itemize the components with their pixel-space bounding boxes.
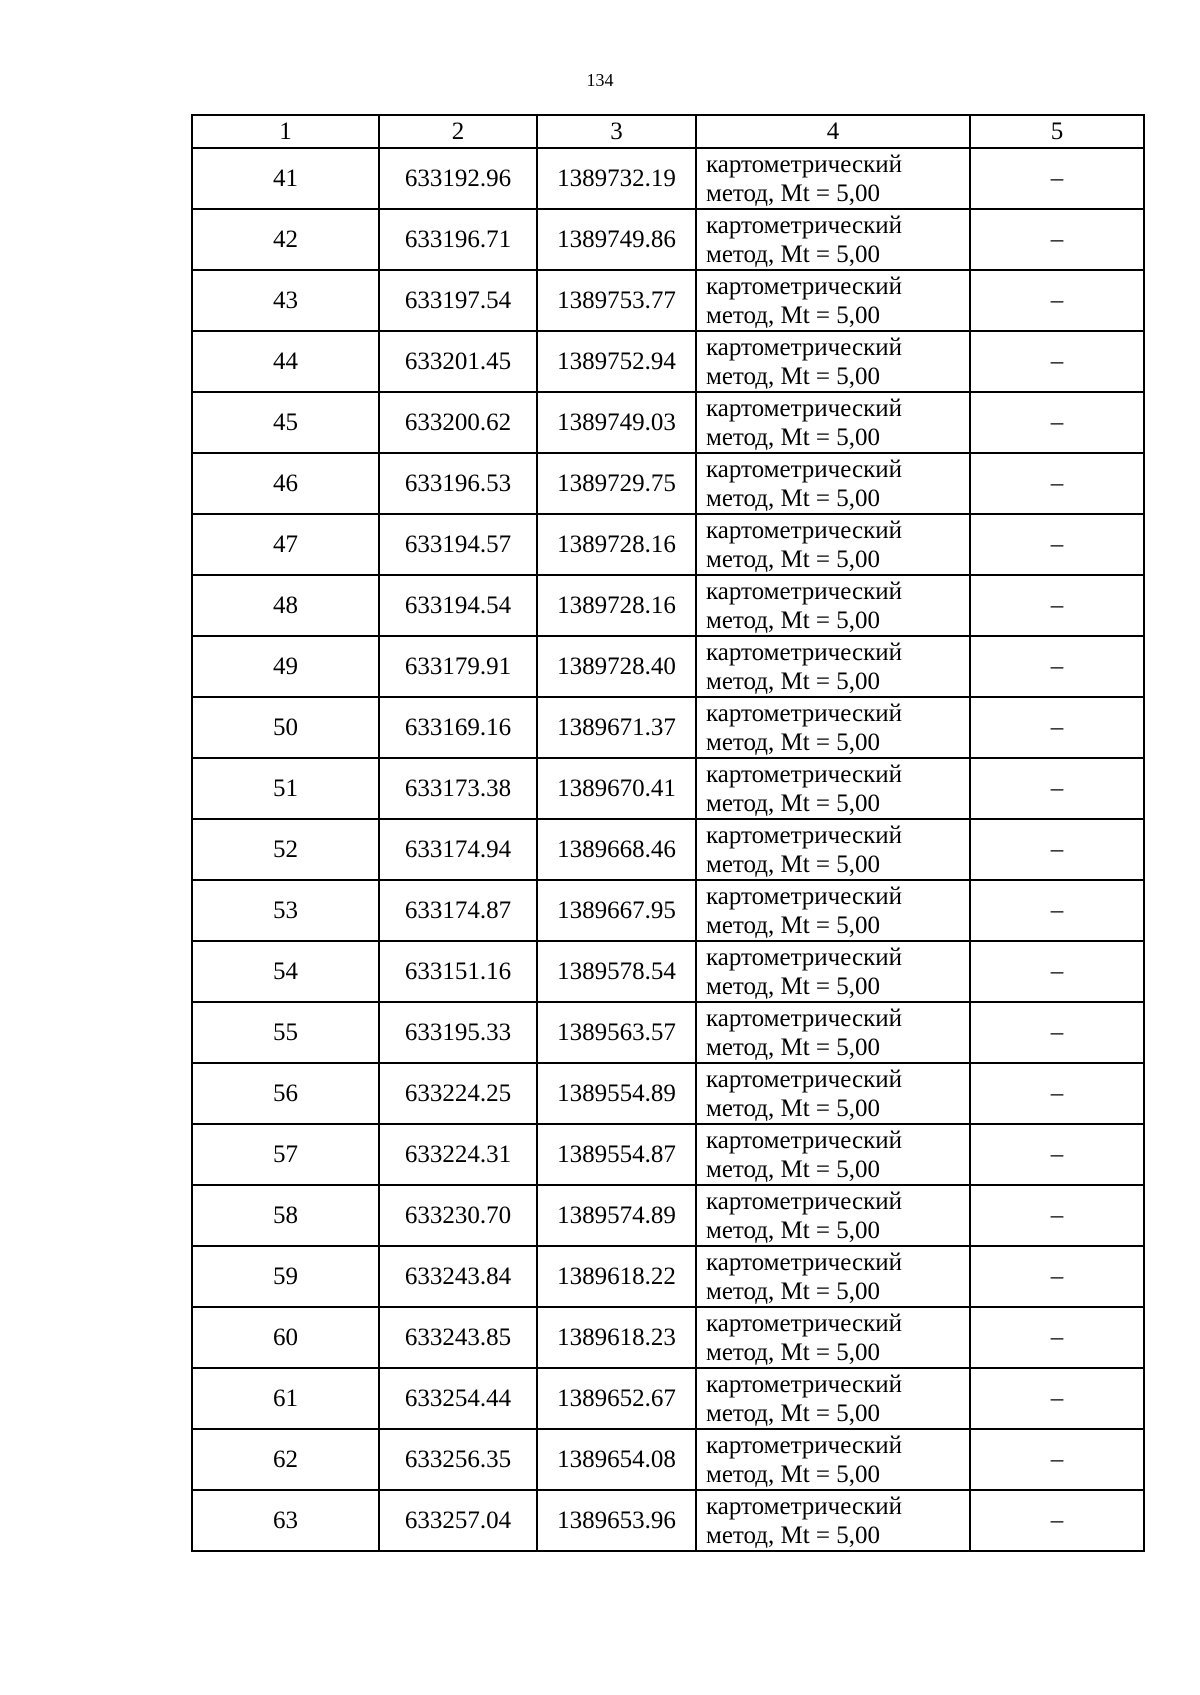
point-number-cell: 52 xyxy=(192,819,379,880)
method-line-2: метод, Mt = 5,00 xyxy=(706,179,881,207)
point-number-cell: 44 xyxy=(192,331,379,392)
x-coordinate-cell: 633192.96 xyxy=(379,148,537,209)
y-coordinate-cell: 1389749.03 xyxy=(537,392,696,453)
header-col-2: 2 xyxy=(379,115,537,148)
x-coordinate-cell: 633224.25 xyxy=(379,1063,537,1124)
x-coordinate-cell: 633173.38 xyxy=(379,758,537,819)
note-cell: – xyxy=(970,148,1144,209)
method-cell xyxy=(696,1124,970,1185)
method-line-1: картометрический xyxy=(706,943,902,971)
note-cell: – xyxy=(970,697,1144,758)
method-cell xyxy=(696,697,970,758)
note-cell: – xyxy=(970,1063,1144,1124)
method-line-1: картометрический xyxy=(706,1492,902,1520)
y-coordinate-cell: 1389753.77 xyxy=(537,270,696,331)
method-line-2: метод, Mt = 5,00 xyxy=(706,545,881,573)
method-cell xyxy=(696,636,970,697)
note-cell: – xyxy=(970,1246,1144,1307)
point-number-cell: 62 xyxy=(192,1429,379,1490)
method-line-1: картометрический xyxy=(706,1309,902,1337)
note-cell: – xyxy=(970,1002,1144,1063)
y-coordinate-cell: 1389749.86 xyxy=(537,209,696,270)
point-number-cell: 51 xyxy=(192,758,379,819)
point-number-cell: 60 xyxy=(192,1307,379,1368)
point-number-cell: 53 xyxy=(192,880,379,941)
note-cell: – xyxy=(970,1124,1144,1185)
table-row xyxy=(192,1185,1144,1246)
x-coordinate-cell: 633179.91 xyxy=(379,636,537,697)
point-number-cell: 57 xyxy=(192,1124,379,1185)
method-line-2: метод, Mt = 5,00 xyxy=(706,1460,881,1488)
method-line-1: картометрический xyxy=(706,882,902,910)
method-cell xyxy=(696,758,970,819)
table-row xyxy=(192,392,1144,453)
point-number-cell: 63 xyxy=(192,1490,379,1551)
method-line-2: метод, Mt = 5,00 xyxy=(706,728,881,756)
y-coordinate-cell: 1389574.89 xyxy=(537,1185,696,1246)
table-row xyxy=(192,1124,1144,1185)
method-cell xyxy=(696,270,970,331)
method-line-2: метод, Mt = 5,00 xyxy=(706,1521,881,1549)
point-number-cell: 47 xyxy=(192,514,379,575)
table-body xyxy=(192,148,1144,1551)
x-coordinate-cell: 633194.54 xyxy=(379,575,537,636)
method-cell xyxy=(696,148,970,209)
point-number-cell: 41 xyxy=(192,148,379,209)
y-coordinate-cell: 1389729.75 xyxy=(537,453,696,514)
table-row xyxy=(192,758,1144,819)
method-line-1: картометрический xyxy=(706,1431,902,1459)
y-coordinate-cell: 1389668.46 xyxy=(537,819,696,880)
table-row xyxy=(192,331,1144,392)
y-coordinate-cell: 1389728.16 xyxy=(537,575,696,636)
table-row xyxy=(192,1368,1144,1429)
method-line-1: картометрический xyxy=(706,516,902,544)
table-row xyxy=(192,209,1144,270)
point-number-cell: 42 xyxy=(192,209,379,270)
coordinates-table xyxy=(191,114,1145,1552)
table-row xyxy=(192,636,1144,697)
method-line-1: картометрический xyxy=(706,272,902,300)
note-cell: – xyxy=(970,1490,1144,1551)
note-cell: – xyxy=(970,331,1144,392)
x-coordinate-cell: 633201.45 xyxy=(379,331,537,392)
x-coordinate-cell: 633196.53 xyxy=(379,453,537,514)
method-cell xyxy=(696,209,970,270)
header-col-5: 5 xyxy=(970,115,1144,148)
method-line-2: метод, Mt = 5,00 xyxy=(706,362,881,390)
method-cell xyxy=(696,1185,970,1246)
note-cell: – xyxy=(970,392,1144,453)
method-line-2: метод, Mt = 5,00 xyxy=(706,789,881,817)
table-row xyxy=(192,819,1144,880)
y-coordinate-cell: 1389554.89 xyxy=(537,1063,696,1124)
point-number-cell: 43 xyxy=(192,270,379,331)
y-coordinate-cell: 1389671.37 xyxy=(537,697,696,758)
point-number-cell: 50 xyxy=(192,697,379,758)
method-cell xyxy=(696,331,970,392)
method-line-1: картометрический xyxy=(706,1187,902,1215)
x-coordinate-cell: 633174.87 xyxy=(379,880,537,941)
note-cell: – xyxy=(970,1307,1144,1368)
note-cell: – xyxy=(970,758,1144,819)
method-cell xyxy=(696,514,970,575)
x-coordinate-cell: 633254.44 xyxy=(379,1368,537,1429)
method-line-2: метод, Mt = 5,00 xyxy=(706,1094,881,1122)
table-row xyxy=(192,514,1144,575)
table-row xyxy=(192,148,1144,209)
point-number-cell: 49 xyxy=(192,636,379,697)
table-row xyxy=(192,880,1144,941)
method-line-2: метод, Mt = 5,00 xyxy=(706,1277,881,1305)
note-cell: – xyxy=(970,270,1144,331)
y-coordinate-cell: 1389554.87 xyxy=(537,1124,696,1185)
point-number-cell: 55 xyxy=(192,1002,379,1063)
header-row xyxy=(192,115,1144,148)
method-line-2: метод, Mt = 5,00 xyxy=(706,911,881,939)
page-number: 134 xyxy=(586,70,614,90)
method-line-1: картометрический xyxy=(706,638,902,666)
y-coordinate-cell: 1389728.16 xyxy=(537,514,696,575)
method-line-2: метод, Mt = 5,00 xyxy=(706,972,881,1000)
y-coordinate-cell: 1389652.67 xyxy=(537,1368,696,1429)
method-line-1: картометрический xyxy=(706,699,902,727)
y-coordinate-cell: 1389563.57 xyxy=(537,1002,696,1063)
point-number-cell: 46 xyxy=(192,453,379,514)
x-coordinate-cell: 633196.71 xyxy=(379,209,537,270)
y-coordinate-cell: 1389670.41 xyxy=(537,758,696,819)
method-line-1: картометрический xyxy=(706,577,902,605)
method-line-1: картометрический xyxy=(706,150,902,178)
method-line-2: метод, Mt = 5,00 xyxy=(706,1338,881,1366)
x-coordinate-cell: 633197.54 xyxy=(379,270,537,331)
method-cell xyxy=(696,1002,970,1063)
point-number-cell: 59 xyxy=(192,1246,379,1307)
x-coordinate-cell: 633195.33 xyxy=(379,1002,537,1063)
note-cell: – xyxy=(970,819,1144,880)
method-cell xyxy=(696,1307,970,1368)
method-line-2: метод, Mt = 5,00 xyxy=(706,667,881,695)
method-line-2: метод, Mt = 5,00 xyxy=(706,301,881,329)
method-cell xyxy=(696,392,970,453)
method-cell xyxy=(696,453,970,514)
note-cell: – xyxy=(970,636,1144,697)
table-row xyxy=(192,1246,1144,1307)
table-row xyxy=(192,1490,1144,1551)
x-coordinate-cell: 633169.16 xyxy=(379,697,537,758)
note-cell: – xyxy=(970,1368,1144,1429)
y-coordinate-cell: 1389732.19 xyxy=(537,148,696,209)
table-row xyxy=(192,1307,1144,1368)
table-row xyxy=(192,941,1144,1002)
y-coordinate-cell: 1389653.96 xyxy=(537,1490,696,1551)
method-line-1: картометрический xyxy=(706,455,902,483)
x-coordinate-cell: 633257.04 xyxy=(379,1490,537,1551)
method-line-2: метод, Mt = 5,00 xyxy=(706,1033,881,1061)
x-coordinate-cell: 633200.62 xyxy=(379,392,537,453)
method-cell xyxy=(696,941,970,1002)
note-cell: – xyxy=(970,941,1144,1002)
table-row xyxy=(192,575,1144,636)
method-line-1: картометрический xyxy=(706,394,902,422)
method-cell xyxy=(696,575,970,636)
method-line-2: метод, Mt = 5,00 xyxy=(706,1216,881,1244)
method-line-2: метод, Mt = 5,00 xyxy=(706,850,881,878)
method-line-1: картометрический xyxy=(706,1248,902,1276)
table-row xyxy=(192,270,1144,331)
note-cell: – xyxy=(970,209,1144,270)
point-number-cell: 56 xyxy=(192,1063,379,1124)
method-line-1: картометрический xyxy=(706,211,902,239)
y-coordinate-cell: 1389752.94 xyxy=(537,331,696,392)
method-line-1: картометрический xyxy=(706,1126,902,1154)
method-line-2: метод, Mt = 5,00 xyxy=(706,1399,881,1427)
method-cell xyxy=(696,1368,970,1429)
y-coordinate-cell: 1389667.95 xyxy=(537,880,696,941)
method-cell xyxy=(696,1246,970,1307)
header-col-1: 1 xyxy=(192,115,379,148)
header-col-3: 3 xyxy=(537,115,696,148)
x-coordinate-cell: 633151.16 xyxy=(379,941,537,1002)
y-coordinate-cell: 1389578.54 xyxy=(537,941,696,1002)
method-line-1: картометрический xyxy=(706,821,902,849)
method-line-2: метод, Mt = 5,00 xyxy=(706,484,881,512)
method-line-1: картометрический xyxy=(706,760,902,788)
method-line-1: картометрический xyxy=(706,333,902,361)
note-cell: – xyxy=(970,1185,1144,1246)
table-header xyxy=(192,115,1144,148)
method-cell xyxy=(696,880,970,941)
method-cell xyxy=(696,1490,970,1551)
method-cell xyxy=(696,1063,970,1124)
x-coordinate-cell: 633243.85 xyxy=(379,1307,537,1368)
method-cell xyxy=(696,1429,970,1490)
method-line-2: метод, Mt = 5,00 xyxy=(706,606,881,634)
x-coordinate-cell: 633256.35 xyxy=(379,1429,537,1490)
x-coordinate-cell: 633194.57 xyxy=(379,514,537,575)
y-coordinate-cell: 1389654.08 xyxy=(537,1429,696,1490)
method-cell xyxy=(696,819,970,880)
table-row xyxy=(192,1002,1144,1063)
point-number-cell: 54 xyxy=(192,941,379,1002)
header-col-4: 4 xyxy=(696,115,970,148)
x-coordinate-cell: 633230.70 xyxy=(379,1185,537,1246)
table-row xyxy=(192,697,1144,758)
note-cell: – xyxy=(970,514,1144,575)
method-line-2: метод, Mt = 5,00 xyxy=(706,1155,881,1183)
method-line-1: картометрический xyxy=(706,1004,902,1032)
y-coordinate-cell: 1389618.22 xyxy=(537,1246,696,1307)
note-cell: – xyxy=(970,575,1144,636)
y-coordinate-cell: 1389728.40 xyxy=(537,636,696,697)
x-coordinate-cell: 633224.31 xyxy=(379,1124,537,1185)
point-number-cell: 45 xyxy=(192,392,379,453)
table-row xyxy=(192,1429,1144,1490)
method-line-2: метод, Mt = 5,00 xyxy=(706,423,881,451)
point-number-cell: 58 xyxy=(192,1185,379,1246)
note-cell: – xyxy=(970,1429,1144,1490)
method-line-2: метод, Mt = 5,00 xyxy=(706,240,881,268)
y-coordinate-cell: 1389618.23 xyxy=(537,1307,696,1368)
table-row xyxy=(192,453,1144,514)
x-coordinate-cell: 633174.94 xyxy=(379,819,537,880)
method-line-1: картометрический xyxy=(706,1370,902,1398)
table-row xyxy=(192,1063,1144,1124)
x-coordinate-cell: 633243.84 xyxy=(379,1246,537,1307)
point-number-cell: 48 xyxy=(192,575,379,636)
note-cell: – xyxy=(970,453,1144,514)
point-number-cell: 61 xyxy=(192,1368,379,1429)
note-cell: – xyxy=(970,880,1144,941)
method-line-1: картометрический xyxy=(706,1065,902,1093)
